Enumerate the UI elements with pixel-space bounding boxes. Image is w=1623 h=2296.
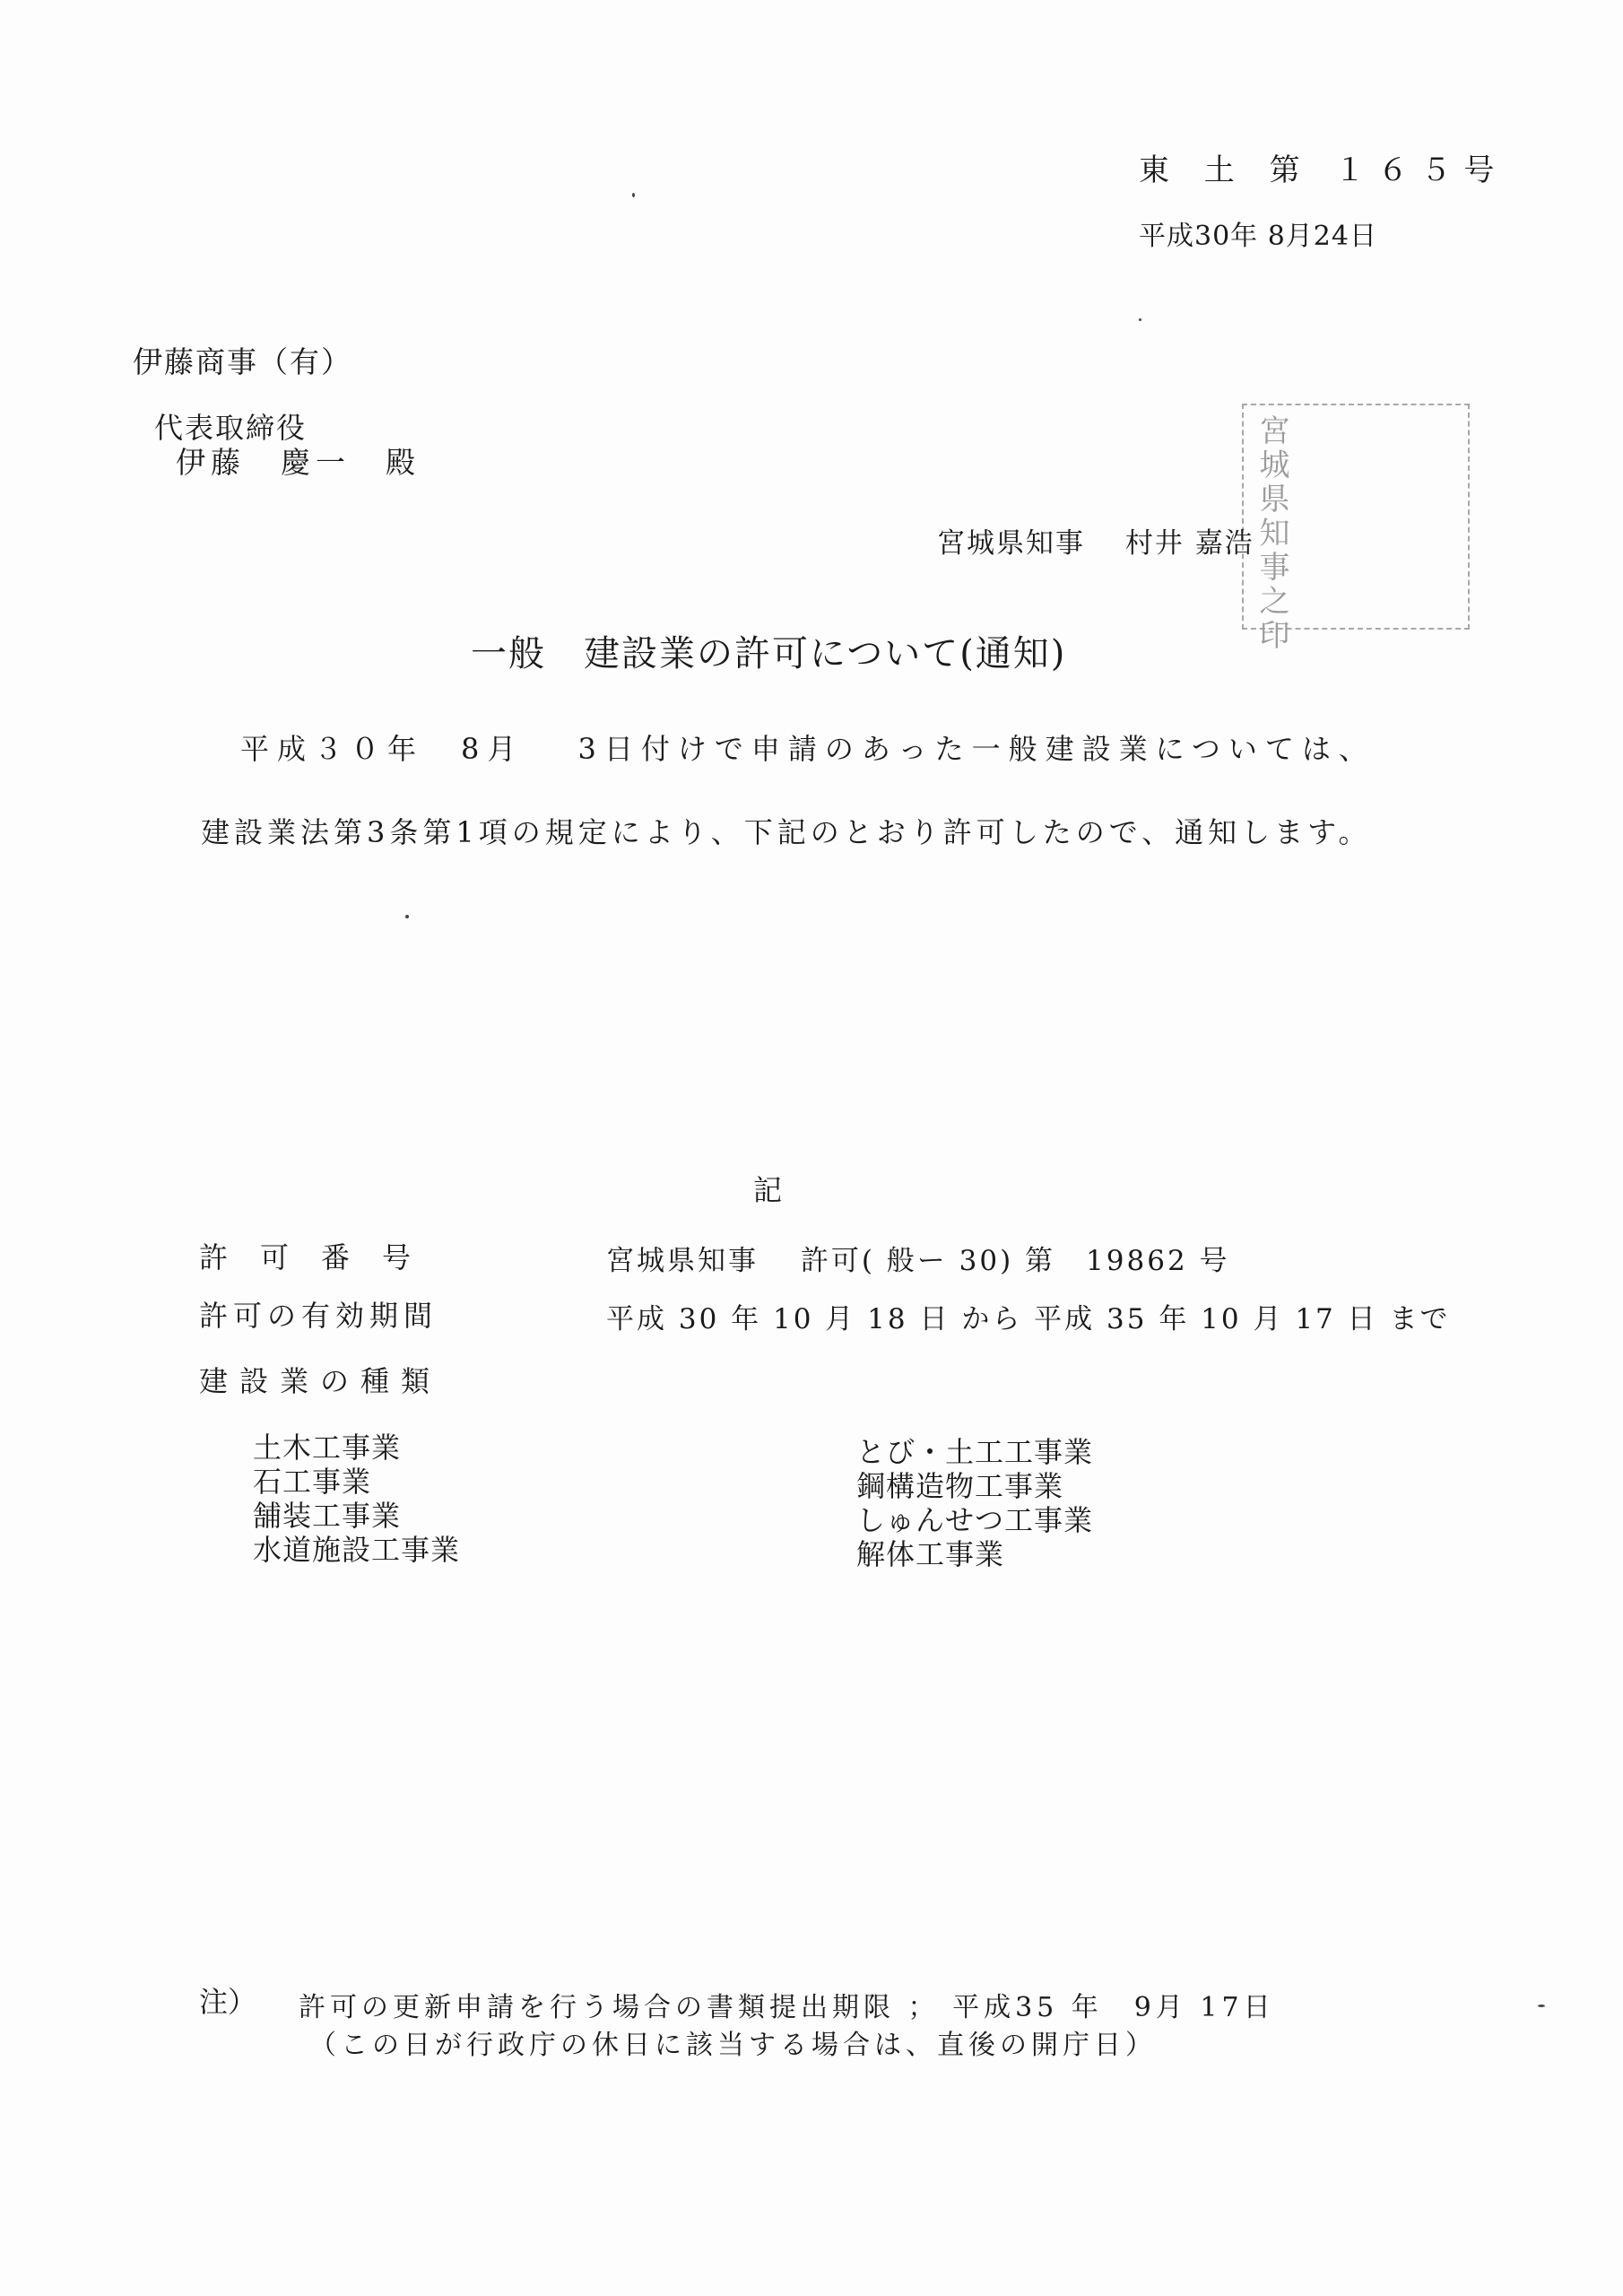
list-item: 水道施設工事業 [253, 1533, 461, 1567]
list-item: 鋼構造物工事業 [856, 1469, 1064, 1503]
document-date: 平成30年 8月24日 [1139, 221, 1377, 252]
note-label: 注） [199, 1985, 257, 2019]
recipient-name: 伊藤 慶一 殿 [176, 445, 421, 480]
official-seal-stamp [1242, 404, 1470, 653]
body-text-line-1: 平成３０年 8月 3日付けで申請のあった一般建設業については、 [240, 732, 1376, 766]
list-item: 舗装工事業 [253, 1499, 402, 1533]
scan-speck [1139, 318, 1141, 321]
construction-types-label: 建設業の種類 [199, 1364, 442, 1398]
construction-types-left-list [253, 1431, 460, 1567]
validity-period-label: 許可の有効期間 [199, 1299, 438, 1333]
recipient-title: 代表取締役 [154, 411, 308, 445]
document-number: 東 土 第 １６５号 [1139, 152, 1507, 188]
document-title: 一般 建設業の許可について(通知) [471, 633, 1067, 674]
scan-speck [405, 915, 409, 918]
note-line-1: 許可の更新申請を行う場合の書類提出期限 ； 平成35 年 9月 17日 [299, 1992, 1275, 2023]
recipient-company: 伊藤商事（有） [133, 344, 352, 379]
construction-types-right-list [856, 1435, 1093, 1571]
list-item: とび・土工工事業 [856, 1435, 1094, 1469]
scan-speck [632, 193, 635, 197]
note-line-2: （この日が行政庁の休日に該当する場合は、直後の開庁日） [309, 2030, 1157, 2061]
permit-number-label: 許可番号 [199, 1240, 444, 1274]
list-item: 石工事業 [253, 1465, 372, 1499]
sender: 宮城県知事 村井 嘉浩 [937, 527, 1254, 560]
list-item: 土木工事業 [253, 1431, 402, 1465]
scan-speck [1538, 2005, 1545, 2007]
seal-text: 宮城県知事之印 [1254, 414, 1289, 653]
list-item: しゅんせつ工事業 [856, 1503, 1094, 1537]
ki-heading: 記 [753, 1173, 783, 1207]
validity-period-value: 平成 30 年 10 月 18 日 から 平成 35 年 10 月 17 日 まで [606, 1303, 1451, 1335]
body-text-line-2: 建設業法第3条第1項の規定により、下記のとおり許可したので、通知します。 [201, 815, 1372, 849]
permit-number-value: 宮城県知事 許可( 般ー 30) 第 19862 号 [606, 1245, 1230, 1277]
list-item: 解体工事業 [856, 1537, 1005, 1571]
